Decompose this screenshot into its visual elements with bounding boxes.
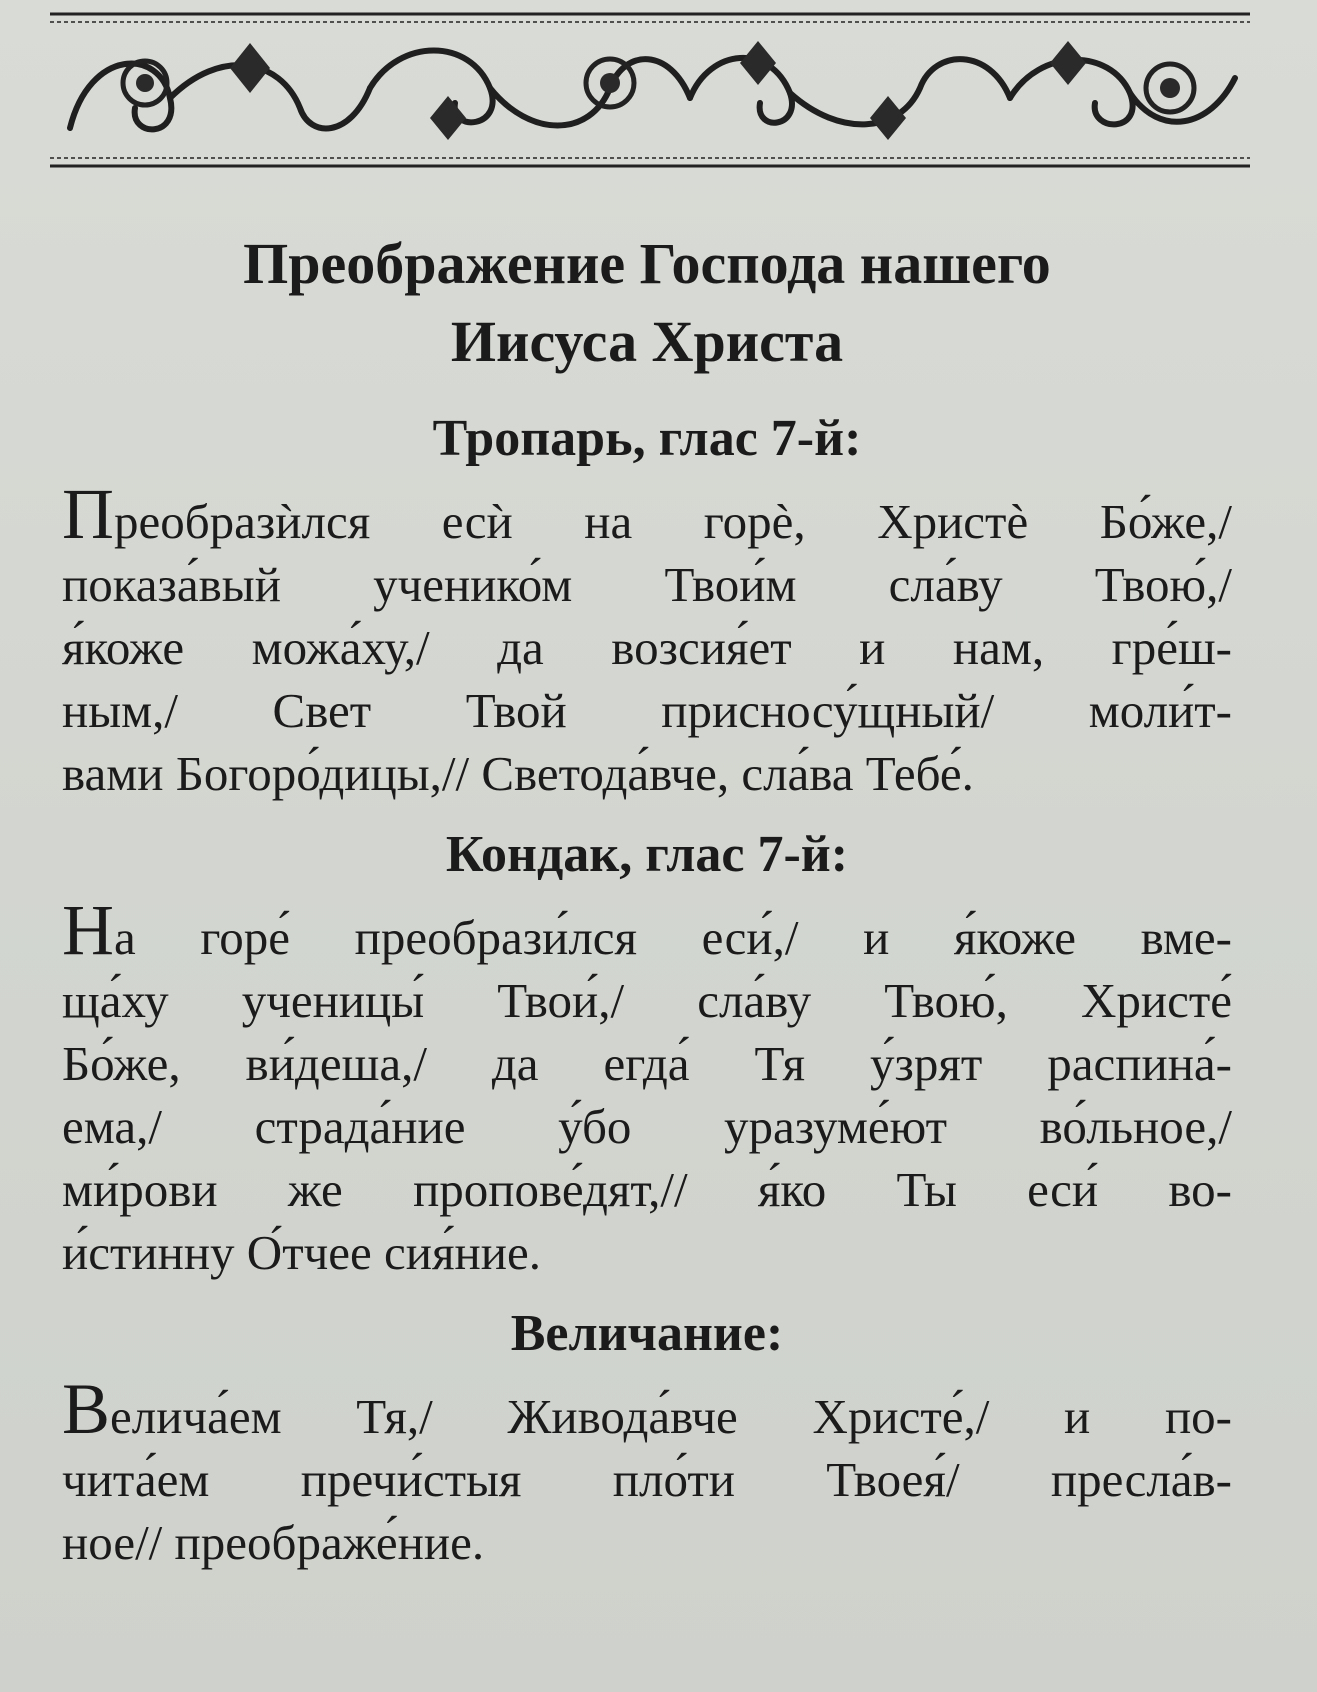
text-line: Преобразѝлся есѝ на горѐ, Христѐ Бо́же,/ [62,474,1232,554]
text-line: вами Богоро́дицы,// Светода́вче, сла́ва Тебе́. [62,746,974,801]
drop-cap: П [62,474,114,554]
troparion-text [62,474,1232,805]
text-line: ми́рови же пропове́дят,// я́ко Ты еси́ во- [62,1162,1232,1217]
drop-cap: Н [62,890,114,970]
text-line: На горе́ преобрази́лся еси́,/ и я́коже вме- [62,890,1232,970]
text-line: и́стинну О́тчее сия́ние. [62,1225,541,1280]
kontakion-heading: Кондак, глас 7-й: [445,826,849,883]
text-line: показа́вый ученико́м Твои́м сла́ву Твою́,/ [62,557,1232,612]
text-line: ща́ху ученицы́ Твои́,/ сла́ву Твою́, Христе́ [62,973,1232,1028]
text-line: ное// преображе́ние. [62,1515,485,1570]
text-line: Бо́же, ви́деша,/ да егда́ Тя у́зрят распина́- [62,1036,1232,1091]
drop-cap: В [62,1369,111,1449]
text-line: ным,/ Свет Твой присносу́щный/ моли́т- [62,683,1232,738]
magnification-heading: Величание: [510,1305,784,1362]
ornament-border-icon [50,8,1250,173]
card-content [62,225,1232,1574]
title-line-1: Преображение Господа нашего [243,231,1051,296]
troparion-heading: Тропарь, глас 7-й: [432,410,862,467]
page-title [62,225,1232,381]
text-line: я́коже можа́ху,/ да возсия́ет и нам, гре́ш- [62,620,1232,675]
title-line-2: Иисуса Христа [450,309,844,374]
magnification-text [62,1369,1232,1574]
text-line: Велича́ем Тя,/ Живода́вче Христе́,/ и по- [62,1369,1232,1449]
text-line: ема,/ страда́ние у́бо уразуме́ют во́льное,/ [62,1099,1232,1154]
kontakion-text [62,890,1232,1284]
text-line: чита́ем пречи́стыя пло́ти Твоея́/ пресла́в- [62,1452,1232,1507]
